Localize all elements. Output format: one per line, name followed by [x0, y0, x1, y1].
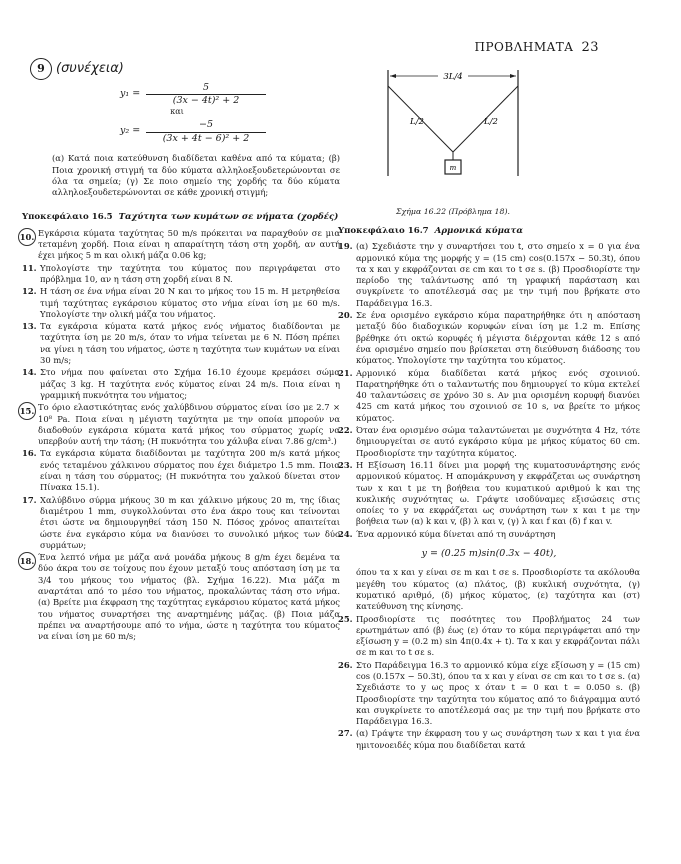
- section-subtitle: Ταχύτητα των κυμάτων σε νήματα (χορδές): [118, 212, 339, 223]
- running-header: [475, 40, 600, 55]
- section-16-5-heading: [22, 212, 340, 223]
- problem-item: [338, 460, 640, 528]
- equation-y1: [120, 82, 340, 106]
- problem-text: Σε ένα ορισμένο εγκάρσιο κύμα παρατηρήθηκε ότι η απόσταση μεταξύ δύο διαδοχικών κορυφών είναι ίση με 1.2 m. Επίσης βρέθηκε ότι οκτώ κορυφές ή μέγιστα διέρχονται κάθε 12 s από ένα ορισμένο σημείο που βρίσκεται στη διεύθυνση διάδοσης του κύματος. Υπολογίστε την ταχύτητα του κύματος.: [356, 310, 640, 366]
- right-problem-list-a: [338, 241, 640, 540]
- right-column: [338, 64, 640, 752]
- right-length-label: L/2: [484, 117, 498, 127]
- problem-24-continuation: όπου τα x και y είναι σε m και t σε s. Προσδιορίστε τα ακόλουθα μεγέθη του κύματος (α) πλάτος, (β) κυκλική συχνότητα, (γ) κυματικό αριθμό, (δ) μήκος κύματος, (ε) ταχύτητα και (στ) κατεύθυνση της κίνησης.: [356, 567, 640, 612]
- y1-denominator: (3x − 4t)² + 2: [172, 95, 240, 107]
- problem-number: 13.: [22, 321, 37, 332]
- problem-text: Τα εγκάρσια κύματα διαδίδονται με ταχύτητα 200 m/s κατά μήκος ενός τεταμένου χάλκινου σύρματος που έχει διάμετρο 1.5 mm. Ποια είναι η τάση του σύρματος; (Η πυκνότητα του χαλκού δίνεται στον Πίνακα 15.1).: [40, 448, 340, 493]
- problem-text: Στο νήμα που φαίνεται στο Σχήμα 16.10 έχουμε κρεμάσει σώμα μάζας 3 kg. Η ταχύτητα ενός κύματος είναι 24 m/s. Ποια είναι η γραμμική πυκνότητα του νήματος;: [40, 367, 340, 400]
- problem-number: 21.: [338, 367, 353, 378]
- problem-number: 19.: [338, 241, 353, 252]
- hanging-mass-diagram: [338, 64, 640, 218]
- problem-number: 15.: [18, 402, 36, 420]
- problem-number: 18.: [18, 552, 36, 570]
- problem-number: 12.: [22, 286, 37, 297]
- y2-lhs: y₂ =: [120, 125, 141, 137]
- y1-fraction: [146, 82, 266, 107]
- section-subtitle: Αρμονικά κύματα: [434, 226, 523, 236]
- problem-item: [338, 310, 640, 366]
- problem-number: 22.: [338, 425, 353, 436]
- problem-text: Στο Παράδειγμα 16.3 το αρμονικό κύμα είχε εξίσωση y = (15 cm) cos (0.157x − 50.3t), όπου τα x και y είναι σε cm και το t σε s. (α) Σχεδιάστε το y ως προς x όταν t = 0 και t = 0.050 s. (β) Προσδιορίστε την ταχύτητα του κύματος από το διάγραμμα αυτό και συγκρίνετε το αποτέλεσμά σας με την τιμή που βρήκατε στο Παράδειγμα 16.3.: [356, 659, 640, 727]
- problem-item: [22, 286, 340, 320]
- problem-item: [338, 660, 640, 728]
- problem-item: [19, 552, 340, 642]
- dimension-arrow-left: [390, 74, 396, 78]
- y1-numerator: 5: [146, 82, 266, 95]
- problem-number: 20.: [338, 310, 353, 321]
- left-column: [19, 61, 340, 643]
- problem-text: Υπολογίστε την ταχύτητα του κύματος που περιγράφεται στο πρόβλημα 10, αν η τάση στη χορδή είναι 8 N.: [40, 262, 340, 284]
- mass-label: m: [449, 164, 457, 172]
- y1-lhs: y₁ =: [120, 88, 141, 99]
- problem-item: [22, 367, 340, 401]
- intro-questions: (α) Κατά ποια κατεύθυνση διαδίδεται καθένα από τα κύματα; (β) Ποια χρονική στιγμή τα δύο κύματα αλληλοεξουδετερώνονται σε όλα τα σημεία; (γ) Σε ποιο σημείο της χορδής τα δύο κύματα αλληλοεξουδετερώνονται σε κάθε χρονική στιγμή;: [52, 153, 340, 198]
- problem-number: 24.: [338, 528, 353, 539]
- problem-item: [338, 614, 640, 659]
- problem-text: Χαλύβδινο σύρμα μήκους 30 m και χάλκινο μήκους 20 m, της ίδιας διαμέτρου 1 mm, συγκολλούνται στο ένα άκρο τους και τείνονται έτσι ώστε να δημιουργηθεί τάση 150 N. Πόσος χρόνος απαιτείται ώστε ένα εγκάρσιο κύμα να διανύσει το συνολικό μήκος των δύο συρμάτων;: [40, 494, 340, 550]
- problem-item: [338, 728, 640, 751]
- problem-item: [338, 241, 640, 309]
- right-problem-list-b: [338, 614, 640, 752]
- problem-item: [338, 425, 640, 459]
- problem-text: Εγκάρσια κύματα ταχύτητας 50 m/s πρόκειται να παραχθούν σε μια τεταμένη χορδή. Ποια είναι η απαραίτητη τάση στη χορδή, αν αυτή έχει μήκος 5 m και ολική μάζα 0.06 kg;: [38, 227, 340, 261]
- problem-text: (α) Σχεδιάστε την y συναρτήσει του t, στο σημείο x = 0 για ένα αρμονικό κύμα της μορφής y = (15 cm) cos(0.157x − 50.3t), όπου τα x και y εκφράζονται σε cm και το t σε s. (β) Προσδιορίστε την περίοδο της ταλάντωσης από τη γραφική παράσταση και συγκρίνετε το αποτέλεσμά σας με την τιμή που βρήκατε στο Παράδειγμα 16.3.: [356, 241, 640, 308]
- problem-item: [19, 402, 340, 447]
- problem-item: [338, 368, 640, 424]
- handwritten-annotation: [30, 58, 340, 80]
- problem-item: [19, 227, 340, 262]
- section-16-7-heading: [338, 226, 640, 237]
- problem-text: Όταν ένα ορισμένο σώμα ταλαντώνεται με συχνότητα 4 Hz, τότε δημιουργείται σε αυτό εγκάρσιο κύμα με μήκος κύματος 60 cm. Προσδιορίστε την ταχύτητα κύματος.: [356, 425, 640, 458]
- problem-item: [22, 263, 340, 286]
- problem-text: Προσδιορίστε τις ποσότητες του Προβλήματος 24 των ερωτημάτων από (β) έως (ε) όταν το κύμα περιγράφεται από την εξίσωση y = (0.2 m) sin 4π(0.4x + t). Τα x και y εκφράζονται πάλι σε m και το t σε s.: [356, 613, 640, 658]
- problem-number: 25.: [338, 613, 353, 624]
- problem-text: Ένα λεπτό νήμα με μάζα ανά μονάδα μήκους 8 g/m έχει δεμένα τα δύο άκρα του σε τοίχους που έχουν μεταξύ τους απόσταση ίση με τα 3/4 του μήκους του νήματος (βλ. Σχήμα 16.22). Μια μάζα m αναρτάται από το μέσο του νήματος, προκαλώντας τάση στο νήμα. (α) Βρείτε μια έκφραση της ταχύτητας εγκάρσιου κύματος κατά μήκος του νήματος συναρτήσει της αναρτημένης μάζας. (β) Ποια μάζα πρέπει να αναρτήσουμε από το νήμα, ώστε η ταχύτητα του κύματος να είναι ίση με 60 m/s;: [38, 552, 340, 642]
- figure-16-22: [338, 64, 640, 218]
- problem-number: 10.: [18, 228, 36, 246]
- problem-text: Τα εγκάρσια κύματα κατά μήκος ενός νήματος διαδίδονται με ταχύτητα ίση με 20 m/s, όταν το νήμα τείνεται με 6 N. Πόση πρέπει να γίνει η τάση του νήματος, ώστε η ταχύτητα των κυμάτων να είναι 30 m/s;: [40, 321, 340, 366]
- y2-fraction: [146, 119, 266, 144]
- left-length-label: L/2: [410, 117, 424, 127]
- problem-number: 16.: [22, 448, 37, 459]
- problem-number: 26.: [338, 659, 353, 670]
- problem-text: Αρμονικό κύμα διαδίδεται κατά μήκος ενός σχοινιού. Παρατηρήθηκε ότι ο ταλαντωτής που δημιουργεί το κύμα εκτελεί 40 ταλαντώσεις σε χρόνο 30 s. Αν μια ορισμένη κορυφή διανύει 425 cm κατά μήκος του σχοινιού σε 10 s, να βρείτε το μήκος κύματος.: [356, 367, 640, 423]
- section-title: Υποκεφάλαιο 16.7: [338, 226, 429, 236]
- dimension-label: 3L/4: [443, 72, 463, 82]
- handwritten-note: (συνέχεια): [56, 61, 124, 76]
- header-title: ΠΡΟΒΛΗΜΑΤΑ: [474, 40, 574, 54]
- circled-problem-number: 9: [30, 58, 52, 80]
- problem-number: 23.: [338, 459, 353, 470]
- y2-numerator: −5: [146, 119, 266, 132]
- equation-y2: [120, 119, 340, 143]
- problem-text: Η τάση σε ένα νήμα είναι 20 N και το μήκος του 15 m. Η μετρηθείσα τιμή ταχύτητας εγκάρσιου κύματος στο νήμα είναι ίση με 60 m/s. Υπολογίστε την ολική μάζα του νήματος.: [40, 286, 340, 319]
- wave-equation: y = (0.25 m)sin(0.3x − 40t),: [421, 548, 557, 560]
- problem-text: Η Εξίσωση 16.11 δίνει μια μορφή της κυματοσυνάρτησης ενός αρμονικού κύματος. Η απομάκρυνση y εκφράζεται ως συνάρτηση των x και t με τη βοήθεια του κυματικού αριθμού k και της κυκλικής συχνότητας ω. Γράψτε ισοδύναμες εξισώσεις στις οποίες το y να εκφράζεται ως συνάρτηση των x και t με την βοήθεια των (α) k και v, (β) λ και v, (γ) λ και f και (δ) f και v.: [356, 459, 640, 527]
- problem-number: 27.: [338, 728, 353, 739]
- and-word: και: [170, 107, 184, 116]
- y2-denominator: (3x + 4t − 6)² + 2: [162, 132, 250, 144]
- figure-caption: Σχήμα 16.22 (Πρόβλημα 18).: [395, 207, 510, 216]
- problem-text: Το όριο ελαστικότητας ενός χαλύβδινου σύρματος είναι ίσο με 2.7 × 10⁸ Pa. Ποια είναι η μέγιστη ταχύτητα με την οποία μπορούν να διαδοθούν εγκάρσια κύματα κατά μήκος του σύρματος χωρίς να υπερβούν αυτή την τάση; (Η πυκνότητα του χάλυβα είναι 7.86 g/cm³.): [38, 402, 340, 447]
- problem-item: [338, 529, 640, 540]
- left-problem-list: [19, 227, 340, 643]
- problem-item: [22, 495, 340, 551]
- problem-number: 11.: [22, 262, 37, 273]
- problem-number: 17.: [22, 494, 37, 505]
- problem-number: 14.: [22, 367, 37, 378]
- problem-text: Ένα αρμονικό κύμα δίνεται από τη συνάρτηση: [356, 528, 556, 539]
- problem-item: [22, 321, 340, 366]
- dimension-arrow-right: [510, 74, 516, 78]
- section-title: Υποκεφάλαιο 16.5: [22, 212, 113, 223]
- page-number: 23: [581, 40, 599, 55]
- problem-text: (α) Γράψτε την έκφραση του y ως συνάρτηση των x και t για ένα ημιτονοειδές κύμα που διαδίδεται κατά: [356, 728, 640, 750]
- problem-item: [22, 448, 340, 493]
